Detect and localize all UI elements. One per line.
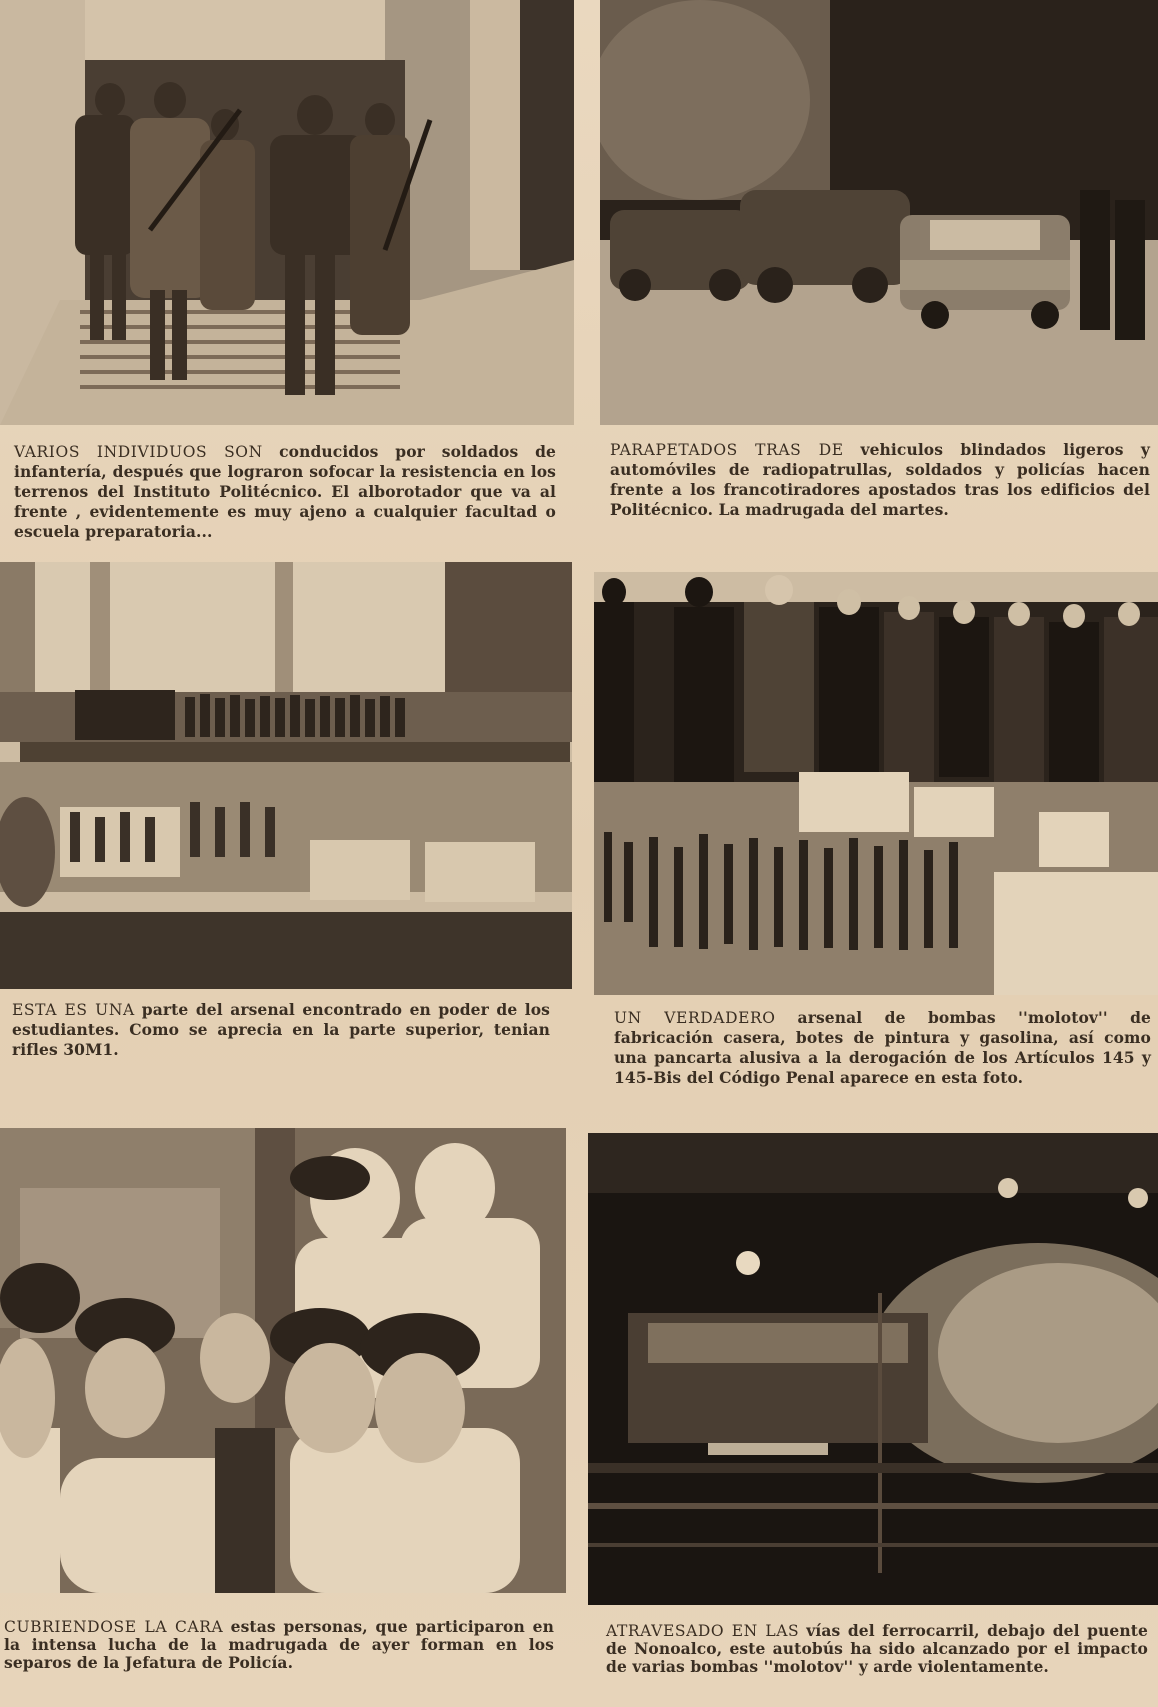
caption-body: vehiculos blindados ligeros y automóviles de radiopatrullas, soldados y policías hacen frente a los francotiradores apostados tras los edificios del Politécnico. La madrugada del martes.: [610, 440, 1151, 519]
photo-armored-vehicles-night: [600, 0, 1158, 425]
photo-police-with-molotov-bombs: [594, 572, 1158, 995]
caption-arsenal-on-tables: [12, 1000, 550, 1060]
caption-body: estas personas, que participaron en la intensa lucha de la madrugada de ayer forman en los separos de la Jefatura de Policía.: [4, 1617, 554, 1672]
caption-lead: PARAPETADOS TRAS DE: [610, 441, 844, 459]
photo-detainees-covering-faces: [0, 1128, 566, 1593]
caption-lead: VARIOS INDIVIDUOS SON: [14, 443, 263, 461]
caption-lead: UN VERDADERO: [614, 1009, 776, 1027]
photo-soldiers-escorting-prisoners: [0, 0, 574, 425]
caption-body: conducidos por soldados de infantería, después que lograron sofocar la resistencia en los terrenos del Instituto Politécnico. El alborotador que va al frente , evidentemente es muy ajeno a cualquier facultad o escuela preparatoria...: [14, 442, 556, 541]
caption-body: vías del ferrocarril, debajo del puente de Nonoalco, este autobús ha sido alcanzado por el impacto de varias bombas ''molotov'' y arde violentamente.: [606, 1621, 1148, 1676]
caption-police-with-molotov-bombs: [614, 1008, 1151, 1088]
caption-soldiers-escorting-prisoners: [14, 442, 556, 542]
photo-arsenal-on-tables: [0, 562, 572, 989]
caption-bus-burning-night: [606, 1622, 1148, 1676]
caption-lead: CUBRIENDOSE LA CARA: [4, 1618, 224, 1636]
caption-detainees-covering-faces: [4, 1618, 554, 1672]
caption-lead: ESTA ES UNA: [12, 1001, 135, 1019]
caption-body: arsenal de bombas ''molotov'' de fabricación casera, botes de pintura y gasolina, así como una pancarta alusiva a la derogación de los Artículos 145 y 145-Bis del Código Penal aparece en esta foto.: [614, 1008, 1152, 1087]
photo-bus-burning-night: [588, 1133, 1158, 1605]
caption-lead: ATRAVESADO EN LAS: [606, 1622, 800, 1640]
caption-body: parte del arsenal encontrado en poder de los estudiantes. Como se aprecia en la parte superior, tenian rifles 30M1.: [12, 1000, 551, 1059]
caption-armored-vehicles-night: [610, 440, 1150, 520]
